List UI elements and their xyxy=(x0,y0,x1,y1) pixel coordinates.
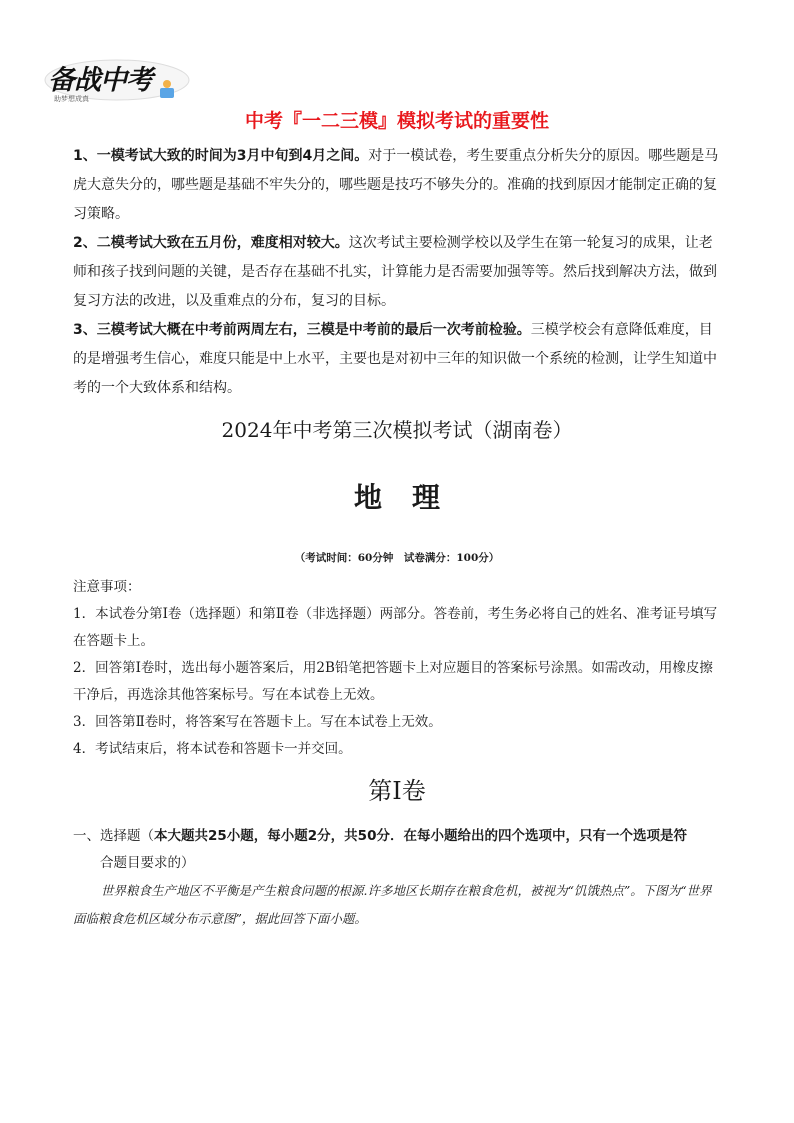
notes-section xyxy=(73,574,723,763)
question-header-prefix: 一、选择题（ xyxy=(73,828,154,844)
intro-section xyxy=(73,142,723,403)
passage xyxy=(73,877,723,933)
note-item: 2．回答第Ⅰ卷时，选出每小题答案后，用2B铅笔把答题卡上对应题目的答案标号涂黑。如需改动，用橡皮擦干净后，再选涂其他答案标号。写在本试卷上无效。 xyxy=(73,660,713,703)
question-header-bold: 本大题共25小题，每小题2分，共50分．在每小题给出的四个选项中，只有一个选项是符 xyxy=(154,828,687,844)
page-title: 中考『一二三模』模拟考试的重要性 xyxy=(244,110,549,132)
intro-paragraph xyxy=(73,142,723,229)
question-header-line2: 合题目要求的） xyxy=(100,855,195,871)
notes-heading: 注意事项： xyxy=(73,579,141,595)
intro-lead: 1、一模考试大致的时间为3月中旬到4月之间。 xyxy=(73,148,369,164)
section-heading: 第Ⅰ卷 xyxy=(368,777,426,805)
intro-paragraph xyxy=(73,229,723,316)
question-header xyxy=(73,823,723,877)
logo xyxy=(42,58,192,108)
exam-title: 2024年中考第三次模拟考试（湖南卷） xyxy=(221,418,573,442)
intro-text: 这次考试主要检测学校以及学生在第一轮复习的成果，让老师和孩子找到问题的关键，是否存在基础不扎实，计算能力是否需要加强等等。然后找到解决方法，做到复习方法的改进，以及重难点的分布，复习的目标。 xyxy=(73,235,717,309)
exam-info: （考试时间：60分钟 试卷满分：100分） xyxy=(294,552,500,564)
subject-title: 地理 xyxy=(353,481,470,514)
logo-subtext: 助梦想成真 xyxy=(54,95,89,103)
note-item: 1．本试卷分第Ⅰ卷（选择题）和第Ⅱ卷（非选择题）两部分。答卷前，考生务必将自己的姓名、准考证号填写在答题卡上。 xyxy=(73,606,718,649)
note-item: 4．考试结束后，将本试卷和答题卡一并交回。 xyxy=(73,741,352,757)
intro-text: 对于一模试卷，考生要重点分析失分的原因。哪些题是马虎大意失分的，哪些题是基础不牢失分的，哪些题是技巧不够失分的。准确的找到原因才能制定正确的复习策略。 xyxy=(73,148,719,222)
question-header-line xyxy=(73,823,723,850)
note-item: 3．回答第Ⅱ卷时，将答案写在答题卡上。写在本试卷上无效。 xyxy=(73,714,442,730)
passage-text: 世界粮食生产地区不平衡是产生粮食问题的根源.许多地区长期存在粮食危机，被视为“饥饿热点”。下图为“世界面临粮食危机区域分布示意图”，据此回答下面小题。 xyxy=(73,883,712,926)
intro-lead: 2、二模考试大致在五月份，难度相对较大。 xyxy=(73,235,349,251)
logo-text: 备战中考 xyxy=(48,65,152,96)
intro-paragraph xyxy=(73,316,723,403)
intro-lead: 3、三模考试大概在中考前两周左右，三模是中考前的最后一次考前检验。 xyxy=(73,322,531,338)
intro-text: 三模学校会有意降低难度，目的是增强考生信心，难度只能是中上水平，主要也是对初中三年的知识做一个系统的检测，让学生知道中考的一个大致体系和结构。 xyxy=(73,322,717,396)
